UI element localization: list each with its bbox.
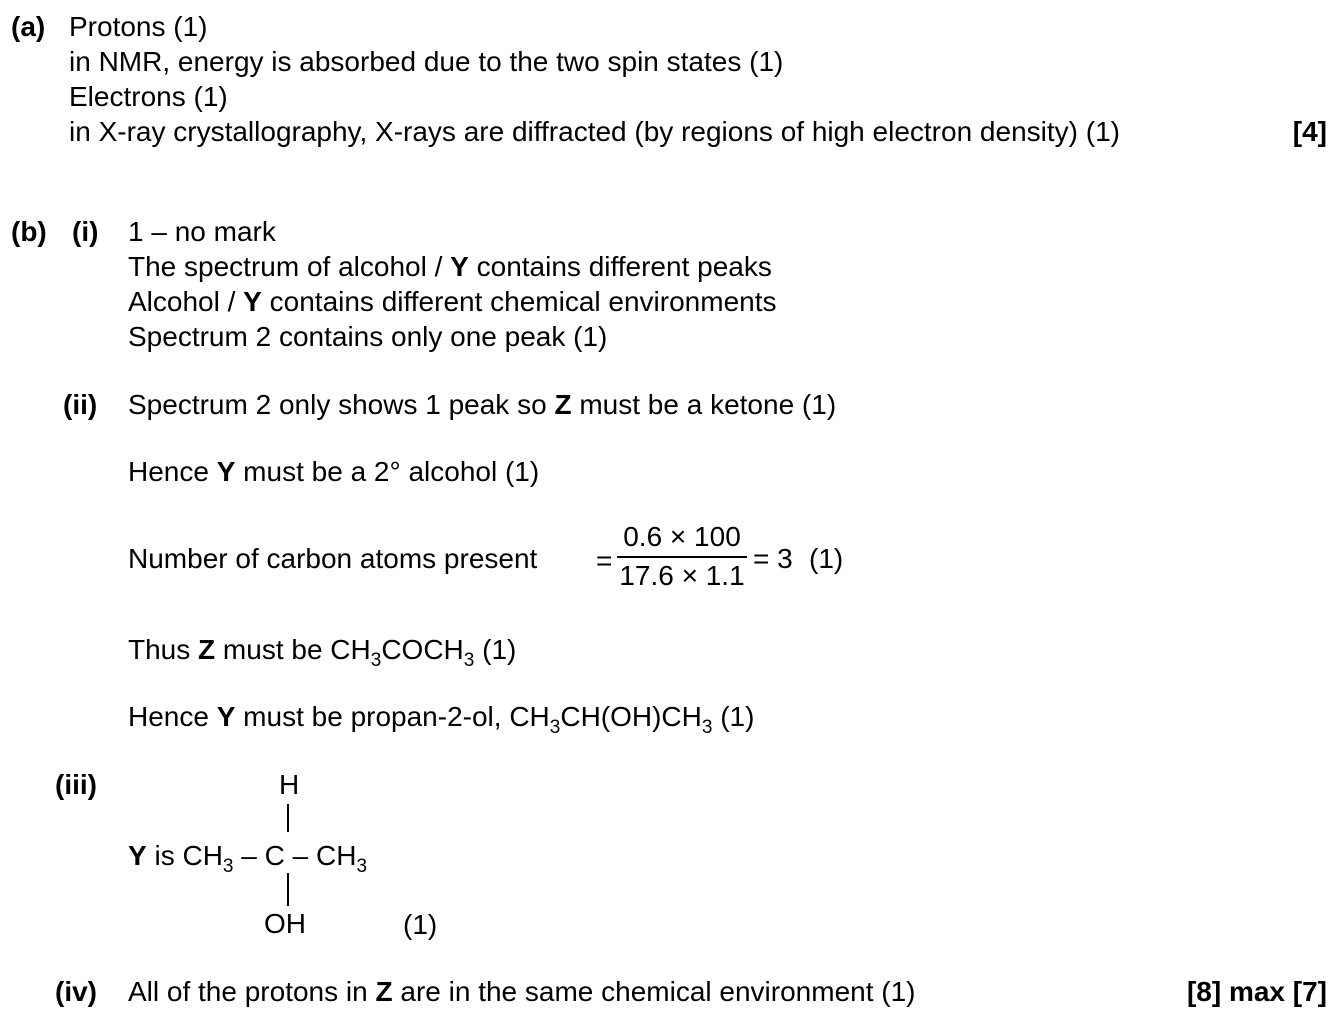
part-b-label: (b) (11, 216, 47, 247)
carbon-atoms-text: Number of carbon atoms present (128, 543, 538, 574)
fraction-result: = 3 (753, 543, 793, 574)
structure-top-atom: H (279, 769, 300, 800)
structure-main-line: Y is $CH_3$ – C – $CH_3$ (128, 840, 368, 877)
part-b-i-line-1: 1 – no mark (128, 216, 276, 247)
part-b-ii-line-2: Hence Y must be a 2° alcohol (1) (128, 456, 540, 487)
bond-line-top (287, 804, 289, 832)
equals-sign: = (596, 545, 613, 576)
part-a-line-4: in X-ray crystallography, X-rays are diffracted (by regions of high electron density) (1) (69, 116, 1120, 147)
fraction-bar (617, 556, 747, 558)
part-b-i-line-4: Spectrum 2 contains only one peak (1) (128, 321, 608, 352)
carbon-fraction (617, 523, 747, 590)
part-b-iv-label: (iv) (55, 976, 97, 1007)
thus-z-line: Thus Z must be $CH_3COCH_3$ (1) (128, 634, 517, 671)
part-b-i-label: (i) (72, 216, 99, 247)
part-a-marks: [4] (1292, 116, 1327, 147)
part-a-label: (a) (11, 11, 46, 42)
part-a-line-2: in NMR, energy is absorbed due to the two spin states (1) (69, 46, 784, 77)
hence-y-line: Hence Y must be propan-2-ol, $CH_3CH(OH)CH_3$ (1) (128, 701, 755, 738)
part-b-iv-line: All of the protons in Z are in the same chemical environment (1) (128, 976, 916, 1007)
structure-bottom-atom: OH (264, 908, 306, 939)
part-b-ii-line-1: Spectrum 2 only shows 1 peak so Z must be a ketone (1) (128, 389, 837, 420)
part-b-marks: [8] max [7] (1186, 976, 1327, 1007)
part-b-i-line-3: Alcohol / Y contains different chemical environments (128, 286, 777, 317)
part-a-line-1: Protons (1) (69, 11, 208, 42)
structure-mark: (1) (403, 909, 438, 940)
fraction-result-mark: (1) (809, 543, 844, 574)
part-b-iii-label: (iii) (55, 769, 97, 800)
fraction-denominator: 17.6 × 1.1 (619, 560, 745, 591)
fraction-numerator: 0.6 × 100 (623, 521, 741, 552)
part-b-i-line-2: The spectrum of alcohol / Y contains different peaks (128, 251, 772, 282)
part-a-line-3: Electrons (1) (69, 81, 228, 112)
bond-line-bottom (287, 873, 289, 906)
part-b-ii-label: (ii) (63, 389, 98, 420)
